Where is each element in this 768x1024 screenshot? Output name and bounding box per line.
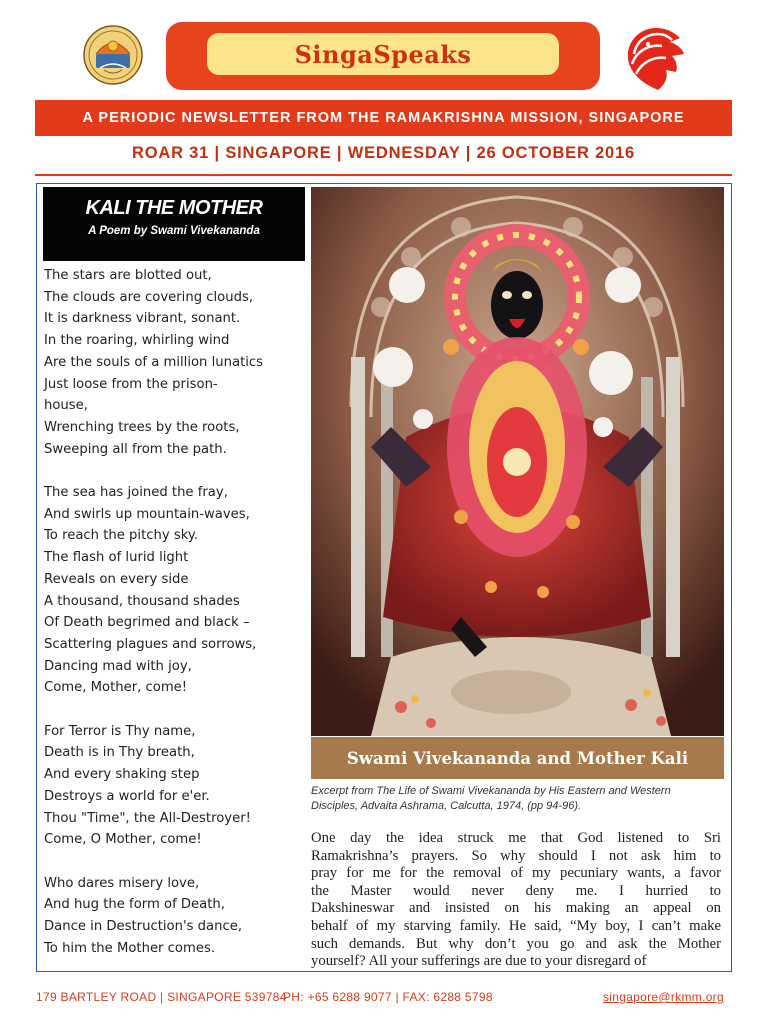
poem-line: Just loose from the prison- — [44, 376, 218, 392]
poem-line: Who dares misery love, — [44, 875, 200, 891]
newsletter-title: SingaSpeaks — [294, 39, 472, 69]
poem-line: Sweeping all from the path. — [44, 441, 227, 457]
banner-title-plate — [207, 33, 559, 75]
poem-stanza — [44, 873, 306, 960]
excerpt-source — [311, 784, 724, 814]
poem-line: And every shaking step — [44, 767, 200, 783]
story-line: Dakshineswar and insisted on his making an appeal on — [311, 900, 721, 917]
poem-line: And swirls up mountain-waves, — [44, 506, 250, 522]
story-line: such demands. But why don’t you go and ask the Mother — [311, 935, 721, 952]
poem-line: Death is in Thy breath, — [44, 745, 195, 761]
issue-line: ROAR 31 | SINGAPORE | WEDNESDAY | 26 OCTOBER 2016 — [132, 144, 635, 162]
story-line: behalf of my starving family. He said, “My boy, I can’t make — [311, 917, 721, 934]
poem-line: To reach the pitchy sky. — [44, 528, 198, 544]
footer-email-link[interactable]: singapore@rkmm.org — [603, 990, 724, 1004]
poem-body — [44, 265, 306, 981]
footer-address: 179 BARTLEY ROAD | SINGAPORE 539784 — [36, 990, 287, 1004]
poem-line: The flash of lurid light — [44, 550, 189, 566]
poem-line: For Terror is Thy name, — [44, 723, 196, 739]
header-divider — [35, 174, 732, 176]
poem-heading-box — [43, 187, 305, 261]
poem-line: Are the souls of a million lunatics — [44, 354, 264, 370]
poem-line: Dance in Destruction's dance, — [44, 919, 243, 935]
poem-line: Destroys a world for e'er. — [44, 788, 210, 804]
story-line: pray for me for the removal of my pecuniary wants, a favor — [311, 865, 721, 882]
poem-stanza — [44, 721, 306, 851]
story-line: One day the idea struck me that God listened to Sri — [311, 830, 721, 846]
footer-phone: PH: +65 6288 9077 | FAX: 6288 5798 — [283, 990, 493, 1004]
poem-author: A Poem by Swami Vivekananda — [88, 225, 260, 237]
poem-line: Scattering plagues and sorrows, — [44, 636, 257, 652]
mission-emblem-icon — [82, 24, 144, 86]
story-line: the Master would never deny me. I hurried to — [311, 882, 721, 899]
newsletter-subtitle: A PERIODIC NEWSLETTER FROM THE RAMAKRISHNA MISSION, SINGAPORE — [82, 110, 685, 126]
mother-kali-photo — [311, 187, 724, 736]
poem-line: Come, Mother, come! — [44, 680, 188, 696]
excerpt-line: Disciples, Advaita Ashrama, Calcutta, 1974, (pp 94-96). — [311, 800, 582, 812]
poem-line: Thou "Time", the All-Destroyer! — [44, 810, 251, 826]
story-line: Ramakrishna’s prayers. So why should I not ask him to — [311, 847, 721, 864]
poem-line: Reveals on every side — [44, 571, 189, 587]
subtitle-bar — [35, 100, 732, 136]
excerpt-line: Excerpt from The Life of Swami Vivekananda by His Eastern and Western — [311, 785, 671, 797]
photo-caption-bar — [311, 737, 724, 779]
story-body — [311, 830, 721, 971]
poem-line: Of Death begrimed and black – — [44, 615, 250, 631]
story-line: yourself? All your sufferings are due to your disregard of — [311, 953, 647, 970]
poem-line: A thousand, thousand shades — [44, 593, 240, 609]
poem-line: Dancing mad with joy, — [44, 658, 192, 674]
poem-title: KALI THE MOTHER — [85, 197, 263, 219]
poem-line: The stars are blotted out, — [44, 268, 212, 283]
poem-line: The clouds are covering clouds, — [44, 289, 254, 305]
poem-stanza — [44, 482, 306, 699]
poem-stanza — [44, 265, 306, 460]
poem-line: And hug the form of Death, — [44, 897, 225, 913]
poem-line: Come, O Mother, come! — [44, 832, 202, 848]
poem-line: It is darkness vibrant, sonant. — [44, 311, 241, 327]
poem-line: Wrenching trees by the roots, — [44, 419, 240, 435]
photo-caption: Swami Vivekananda and Mother Kali — [346, 748, 689, 768]
poem-line: In the roaring, whirling wind — [44, 333, 230, 349]
poem-line: To him the Mother comes. — [44, 940, 216, 956]
poem-line: The sea has joined the fray, — [44, 485, 228, 501]
lion-head-icon — [618, 20, 688, 92]
poem-line: house, — [44, 398, 88, 414]
